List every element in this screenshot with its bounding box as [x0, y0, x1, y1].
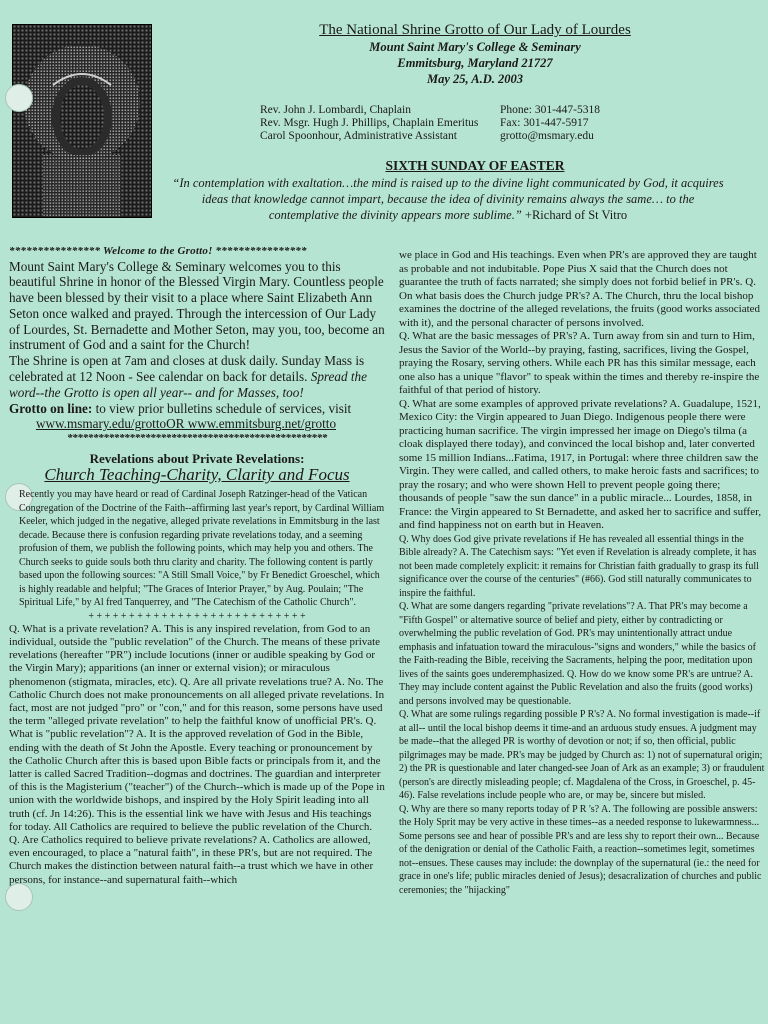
sunday-title: SIXTH SUNDAY OF EASTER [385, 158, 565, 173]
revelations-subtitle: Church Teaching-Charity, Clarity and Focus [44, 465, 350, 485]
revelations-title: Revelations about Private Revelations: [89, 450, 305, 466]
online-text: to view prior bulletins schedule of services, visit [95, 400, 352, 416]
qa-paragraph: Q. What are the basic messages of PR's? A. Turn away from sin and turn to Him, Jesus the Savior of the World--by praying, fasting, sacrifices, living the Gospel, praying the Rosary, serving others. While each PR has this similar message, each one also has a unique "flavor" to speak within the times and thereby re-inspire the faithful of that period of history. [399, 330, 760, 396]
qa-paragraph: Q. Why are there so many reports today of P R 's? A. The following are possible answers: the Holy Sprit may be very active in these times--as a needed response to lukewarmness... Some persons see and hear of possible PR's and are less shy to report their own... Because of the denigration or denial of the Catholic Faith, a reaction--sometimes legit, sometimes not--ensues. These causes may include: the downplay of the supernatural (ie.: the need for grace in one's life; public miracles denied of Jesus); desacralization of churches and public ceremonies; the "hijacking" [399, 803, 762, 896]
staff-contacts [500, 104, 680, 143]
welcome-text: Mount Saint Mary's College & Seminary welcomes you to this beautiful Shrine in honor of the Blessed Virgin Mary. Countless people have been blessed by their visit to a place where Saint Elizabeth Ann Seton once walked and prayed. Through the intercession of Our Lady of Lourdes, St. Bernadette and Mother Seton, may you, too, become an instrument of God and a saint for the Church! [9, 258, 385, 353]
fax-number: Fax: 301-447-5917 [500, 117, 589, 129]
shrine-hours [9, 353, 385, 400]
website-links[interactable]: www.msmary.edu/grottoOR www.emmitsburg.net/grotto [35, 416, 337, 432]
right-column [399, 249, 765, 897]
quote-text: “In contemplation with exaltation…the mind is raised up to the divine light communicated by God, it acquires ideas that knowledge cannot impart, because the idea of divinity remains always the same… to the contemplative the divinity appears more sublime.” [172, 176, 724, 222]
hours-text: The Shrine is open at 7am and closes at dusk daily. Sunday Mass is celebrated at 12 Noon - See calendar on back for details. [9, 353, 365, 385]
welcome-banner: **************** Welcome to the Grotto! **************** [9, 245, 307, 257]
staff-name: Rev. Msgr. Hugh J. Phillips, Chaplain Emeritus [260, 117, 479, 129]
quote-attribution: +Richard of St Vitro [524, 208, 628, 222]
left-qa-text: Q. What is a private revelation? A. This is any inspired revelation, from God to an individual, outside the "public revelation" of the Church. The means of these private revelations (hereafter "PR") include locutions (inner or audible speaking by God or the Virgin Mary); apparitions (an inner or external vision); or miraculous phenomenon (stigmata, miracles, etc). Q. Are all private revelations true? A. No. The Catholic Church does not make pronouncements on all alleged private revelations. In fact, most are not judged "pro" or "con," and for this reason, some persons have used the term "alleged private revelation" to help the faithful know of unofficial PR's. Q. What is "public revelation"? A. It is the approved revelation of God in the Bible, ending with the death of St John the Apostle. Every teaching or pronouncement by the Catholic Church after this is based upon Bible facts or principals from it, and the latter is called Sacred Tradition--dogmas and doctrines. The guardian and interpreter of this is the Magisterium ("teacher") of the Church--which is made up of the Pope in union with the worldwide bishops, and inspired by the Holy Spirit leading into all truth (cf. Jn 14:26). This is the essential link we have with Jesus and His teachings for today. All Catholics are required to believe the public revelation of the Church. Q. Are Catholics required to believe private revelations? A. Catholics are allowed, even encouraged, to place a "natural faith", in these PR's, but are not required. The Church makes the distinction between natural faith--a trust which we have in other persons, for instance--and supernatural faith--which [9, 622, 385, 886]
bulletin-date: May 25, A.D. 2003 [426, 72, 524, 86]
staff-names [260, 104, 500, 143]
opening-quote [168, 175, 728, 223]
email-address: grotto@msmary.edu [500, 130, 594, 142]
staff-name: Rev. John J. Lombardi, Chaplain [260, 104, 411, 116]
qa-paragraph: Q. What are some examples of approved private revelations? A. Guadalupe, 1521, Mexico City: the Virgin appeared to Juan Diego. Indigenous people there were practicing human sacrifice. The virgin impressed her image on Diego's tilma (a cloak displayed there today), and convinced the local bishop and, later converted some 15 million Indians...Fatima, 1917, in Portugal: where three children saw the Virgin. They were called, and called others, to make heroic fasts and sacrifices; to pray the rosary; and who were shown Hell to prevent people going there; thousands of people "saw the sun dance" in a public miracle... Lourdes, 1858, in France: the Virgin appeared to St Bernadette, and asked her to sacrifice and suffer, and find happiness not on earth but in Heaven. [399, 397, 762, 531]
shrine-title: The National Shrine Grotto of Our Lady of Lourdes [319, 22, 631, 38]
plus-divider: + + + + + + + + + + + + + + + + + + + + + + + + + + + [88, 610, 306, 622]
qa-paragraph: Q. What are some dangers regarding "private revelations"? A. That PR's may become a "Fifth Gospel" or alternative source of belief and piety, either by contradicting or overwhelming the public revelation of God. PR's may unintentionally attract undue emphasis and infatuation toward the miraculous-"signs and wonders," while the basics of the Faith-reading the Bible, receiving the Sacraments, helping the poor, meditation upon lives of the saints goes underemphasized. Q. How do we know some PR's are untrue? A. They may include content against the Public Revelation and also the fruits (good works) and persons involved may be questionable. [399, 601, 756, 707]
christ-mosaic-image [12, 24, 152, 218]
bulletin-header [250, 22, 700, 87]
grotto-online [9, 401, 385, 417]
punch-hole [5, 883, 33, 911]
qa-paragraph: Q. What are some rulings regarding possible P R's? A. No formal investigation is made--if at all-- until the local bishop deems it time-and an arduous study ensues. A judgment may be made--that the alleged PR is worthy of devotion or not; if so, then official, public pilgrimages may be made. PR's may be judged by Church as: 1) not of supernatural origin; 2) the PR is questionable and later changed-see Joan of Ark as an example; 3) or fraudulent (person's are directly misleading people; cf. Magdalena of the Cross, in Groeschel, p. 45-46). False revelations include people who are, or may be, sincere but misled. [399, 709, 765, 801]
qa-paragraph: Q. Why does God give private revelations if He has revealed all essential things in the Bible already? A. The Catechism says: "Yet even if Revelation is already complete, it has not been made completely explicit: it remains for Christian faith gradually to grasp its full significance over the course of the centuries" (#66). God still naturally communicates to inspire the faithful. [399, 533, 759, 599]
revelations-intro: Recently you may have heard or read of Cardinal Joseph Ratzinger-head of the Vatican Congregation of the Doctrine of the Faith--affirming last year's report, by Cardinal William Keeler, which judged in the negative, alleged private revelations in Emmitsburg in the last decade. Because there is confusion regarding private revelations today, and a seeming profusion of them, we publish the following points, which may help you and others. The Church seeks to guide souls both thru clarity and charity. The following content is partly based upon the following sources: "A Still Small Voice," by Fr Benedict Groeschel, which is highly readable and helpful; "The Graces of Interior Prayer," by Aug. Poulain; "The Spiritual Life," by Al fred Tanquerrey, and "The Catechism of the Catholic Church". [19, 489, 385, 609]
location: Emmitsburg, Maryland 21727 [397, 56, 553, 70]
spread-word-text: Spread the word--the Grotto is open all year-- and for Masses, too! [9, 369, 367, 400]
divider: ************************************************** [66, 432, 327, 445]
left-column [9, 245, 385, 887]
staff-name: Carol Spoonhour, Administrative Assistant [260, 130, 457, 142]
online-label: Grotto on line: [9, 400, 93, 416]
college-name: Mount Saint Mary's College & Seminary [369, 40, 581, 54]
punch-hole [5, 84, 33, 112]
qa-paragraph: we place in God and His teachings. Even when PR's are approved they are taught as probable and not indubitable. Pope Pius X said that the Church does not guarantee the truth of facts narrated; she simply does not forbid belief in PR's. Q. On what basis does the Church judge PR's? A. The Church, thru the local bishop examines the doctrine of the alleged revelations, the fruits (good works associated with it), and the personal character of persons involved. [399, 249, 761, 329]
phone-number: Phone: 301-447-5318 [500, 104, 600, 116]
